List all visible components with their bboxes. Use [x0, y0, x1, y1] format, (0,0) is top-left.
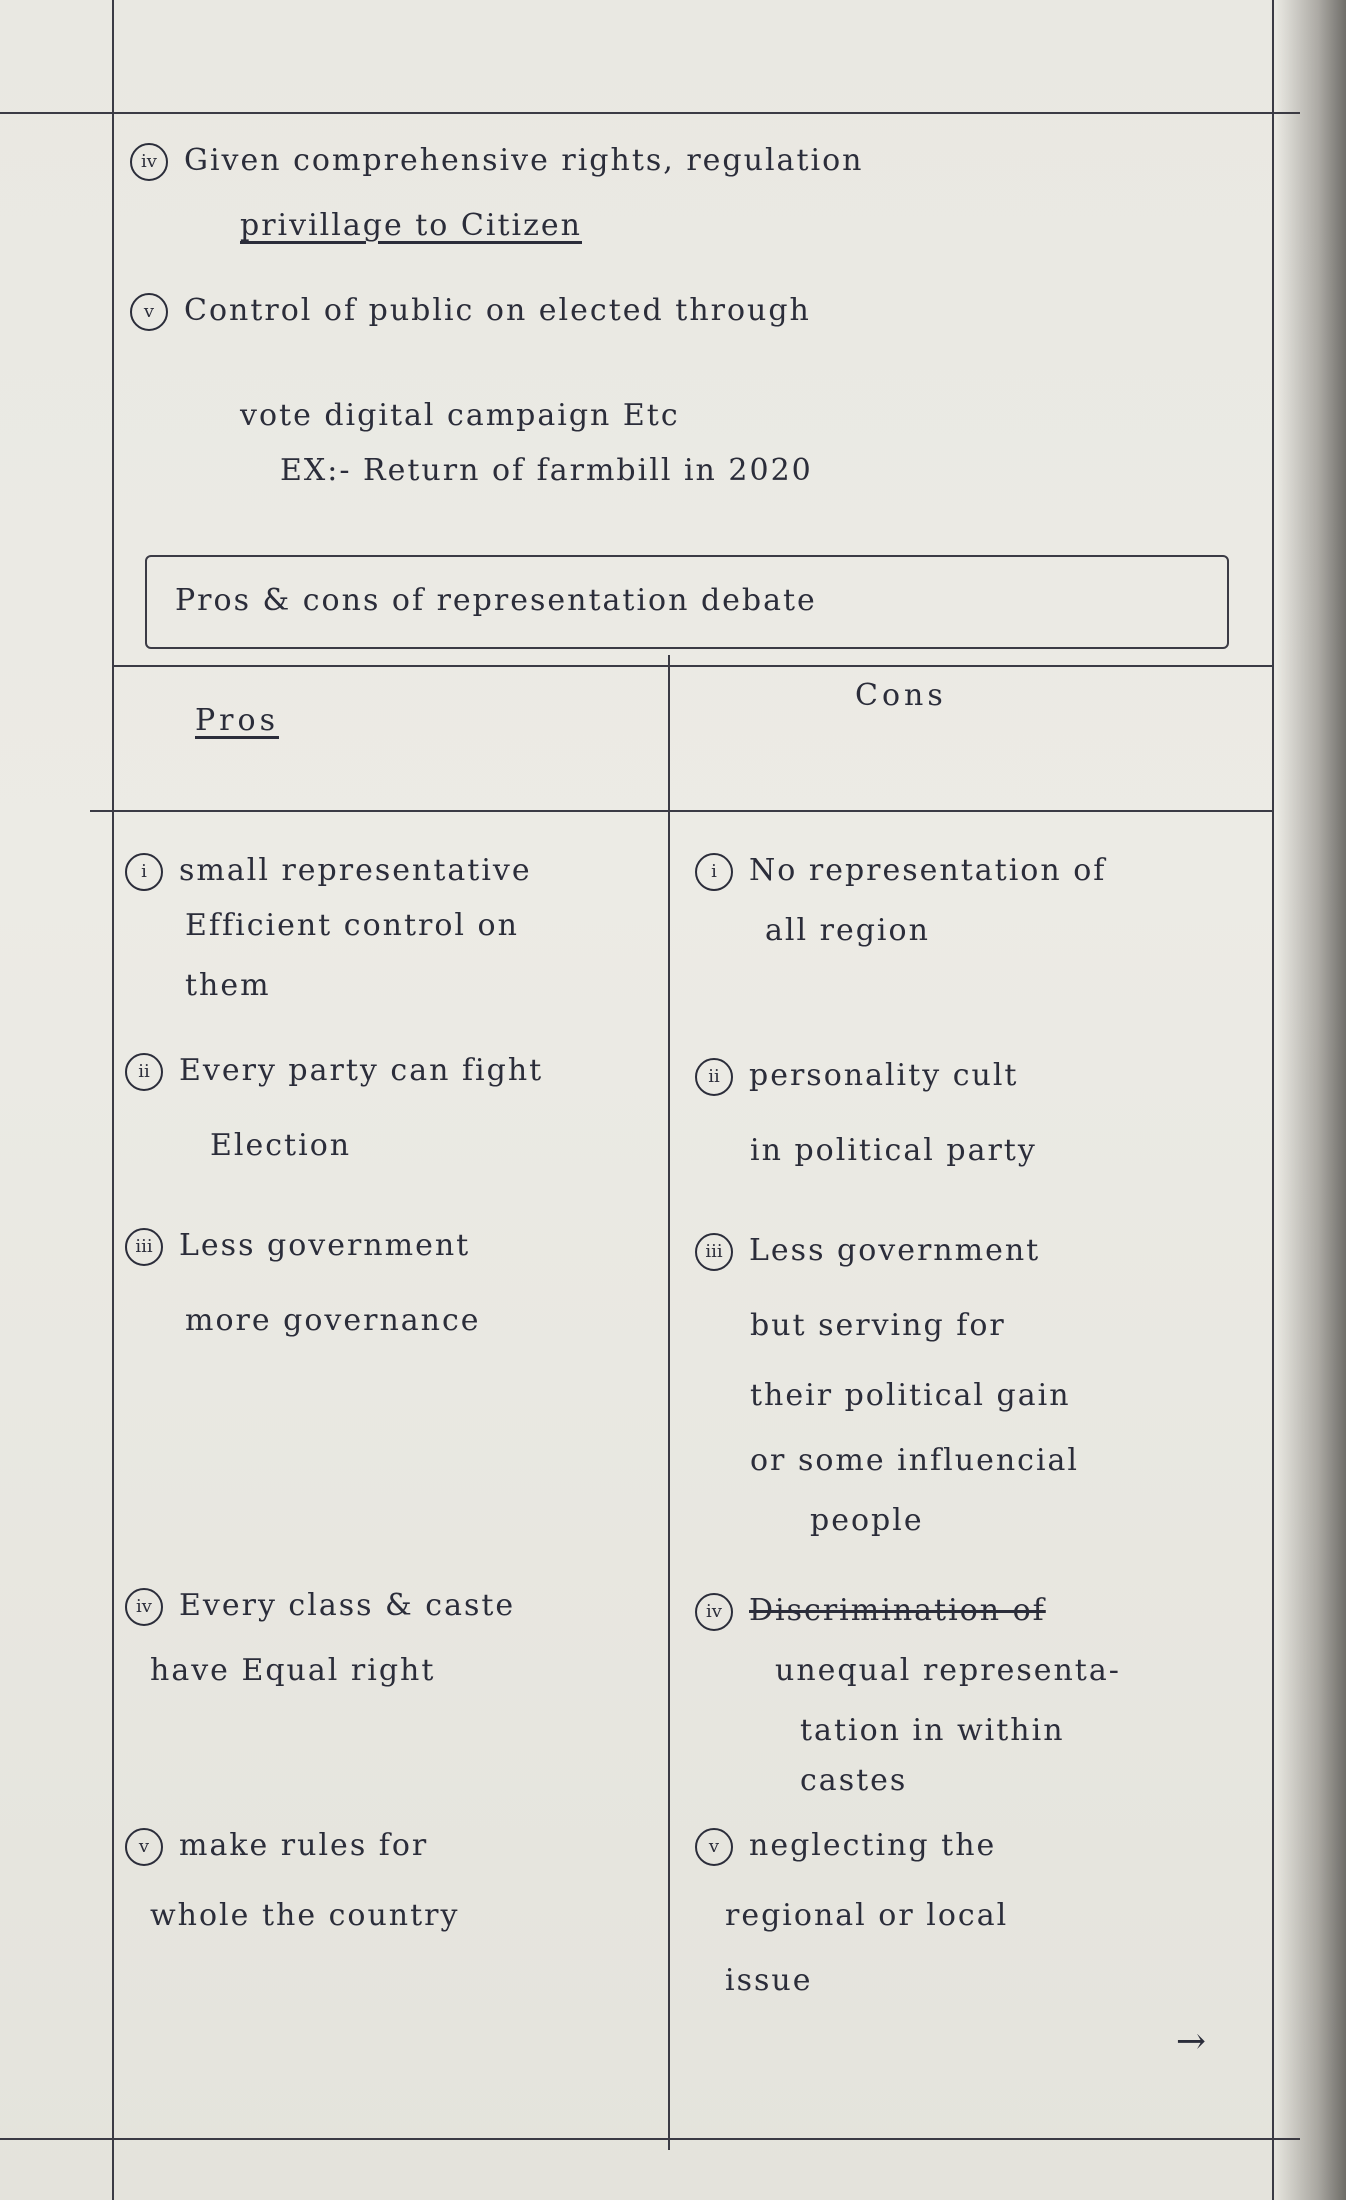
item-number-badge: v: [130, 293, 168, 331]
pros-item-iv-line: have Equal right: [150, 1653, 436, 1688]
right-margin-line: [1272, 0, 1274, 2200]
top-item-v-line1: v Control of public on elected through: [130, 280, 811, 342]
cons-item-ii: ii personality cult: [695, 1045, 1018, 1107]
left-margin-line: [112, 0, 114, 2200]
table-header-rule: [90, 810, 1272, 812]
cons-item-ii-line: in political party: [750, 1133, 1037, 1168]
item-number-badge: iv: [130, 143, 168, 181]
pros-item-ii-line: Election: [210, 1128, 352, 1163]
item-number-badge: iv: [695, 1593, 733, 1631]
item-number-badge: iv: [125, 1588, 163, 1626]
table-heading: Pros & cons of representation debate: [175, 583, 817, 618]
top-rule: [0, 112, 1300, 114]
cons-item-iv-line: castes: [800, 1763, 908, 1798]
pros-item-iv: iv Every class & caste: [125, 1575, 515, 1637]
cons-column-header: Cons: [855, 678, 947, 713]
pros-item-i-line: Efficient control on: [185, 908, 519, 943]
item-number-badge: i: [125, 853, 163, 891]
cons-item-iii: iii Less government: [695, 1220, 1040, 1282]
example-line: EX:- Return of farmbill in 2020: [280, 453, 813, 488]
bottom-rule: [0, 2138, 1300, 2140]
pros-item-iii-line: more governance: [185, 1303, 481, 1338]
cons-item-iii-line: their political gain: [750, 1378, 1071, 1413]
pros-item-i-line: them: [185, 968, 271, 1003]
pros-item-iii: iii Less government: [125, 1215, 470, 1277]
page-edge-shadow: [1276, 0, 1346, 2200]
pros-item-v: v make rules for: [125, 1815, 428, 1877]
item-number-badge: ii: [125, 1053, 163, 1091]
cons-item-iv: [695, 1580, 1046, 1642]
pros-item-v-line: whole the country: [150, 1898, 460, 1933]
top-item-iv-line1: iv Given comprehensive rights, regulation: [130, 130, 863, 192]
cons-item-iii-line: people: [810, 1503, 924, 1538]
table-top-rule: [112, 665, 1272, 667]
item-number-badge: v: [125, 1828, 163, 1866]
cons-item-v-line: regional or local: [725, 1898, 1009, 1933]
item-number-badge: iii: [125, 1228, 163, 1266]
pros-item-ii: ii Every party can fight: [125, 1040, 543, 1102]
cons-item-iv-line: unequal representa-: [775, 1653, 1121, 1688]
cons-item-i-line: all region: [765, 913, 930, 948]
cons-item-v: v neglecting the: [695, 1815, 996, 1877]
continue-arrow-icon: →: [1175, 2021, 1206, 2062]
item-number-badge: iii: [695, 1233, 733, 1271]
cons-item-iv-line: tation in within: [800, 1713, 1065, 1748]
pros-item-i: i small representative: [125, 840, 532, 902]
struck-text: Discrimination of: [749, 1593, 1046, 1628]
item-number-badge: i: [695, 853, 733, 891]
table-column-divider: [668, 655, 670, 2150]
top-item-v-line2: vote digital campaign Etc: [240, 398, 680, 433]
item-number-badge: v: [695, 1828, 733, 1866]
item-number-badge: ii: [695, 1058, 733, 1096]
cons-item-iii-line: but serving for: [750, 1308, 1006, 1343]
cons-item-v-line: issue: [725, 1963, 813, 1998]
top-item-iv-line2: privillage to Citizen: [240, 208, 582, 243]
pros-column-header: Pros: [195, 703, 279, 738]
cons-item-i: i No representation of: [695, 840, 1106, 902]
cons-item-iii-line: or some influencial: [750, 1443, 1080, 1478]
